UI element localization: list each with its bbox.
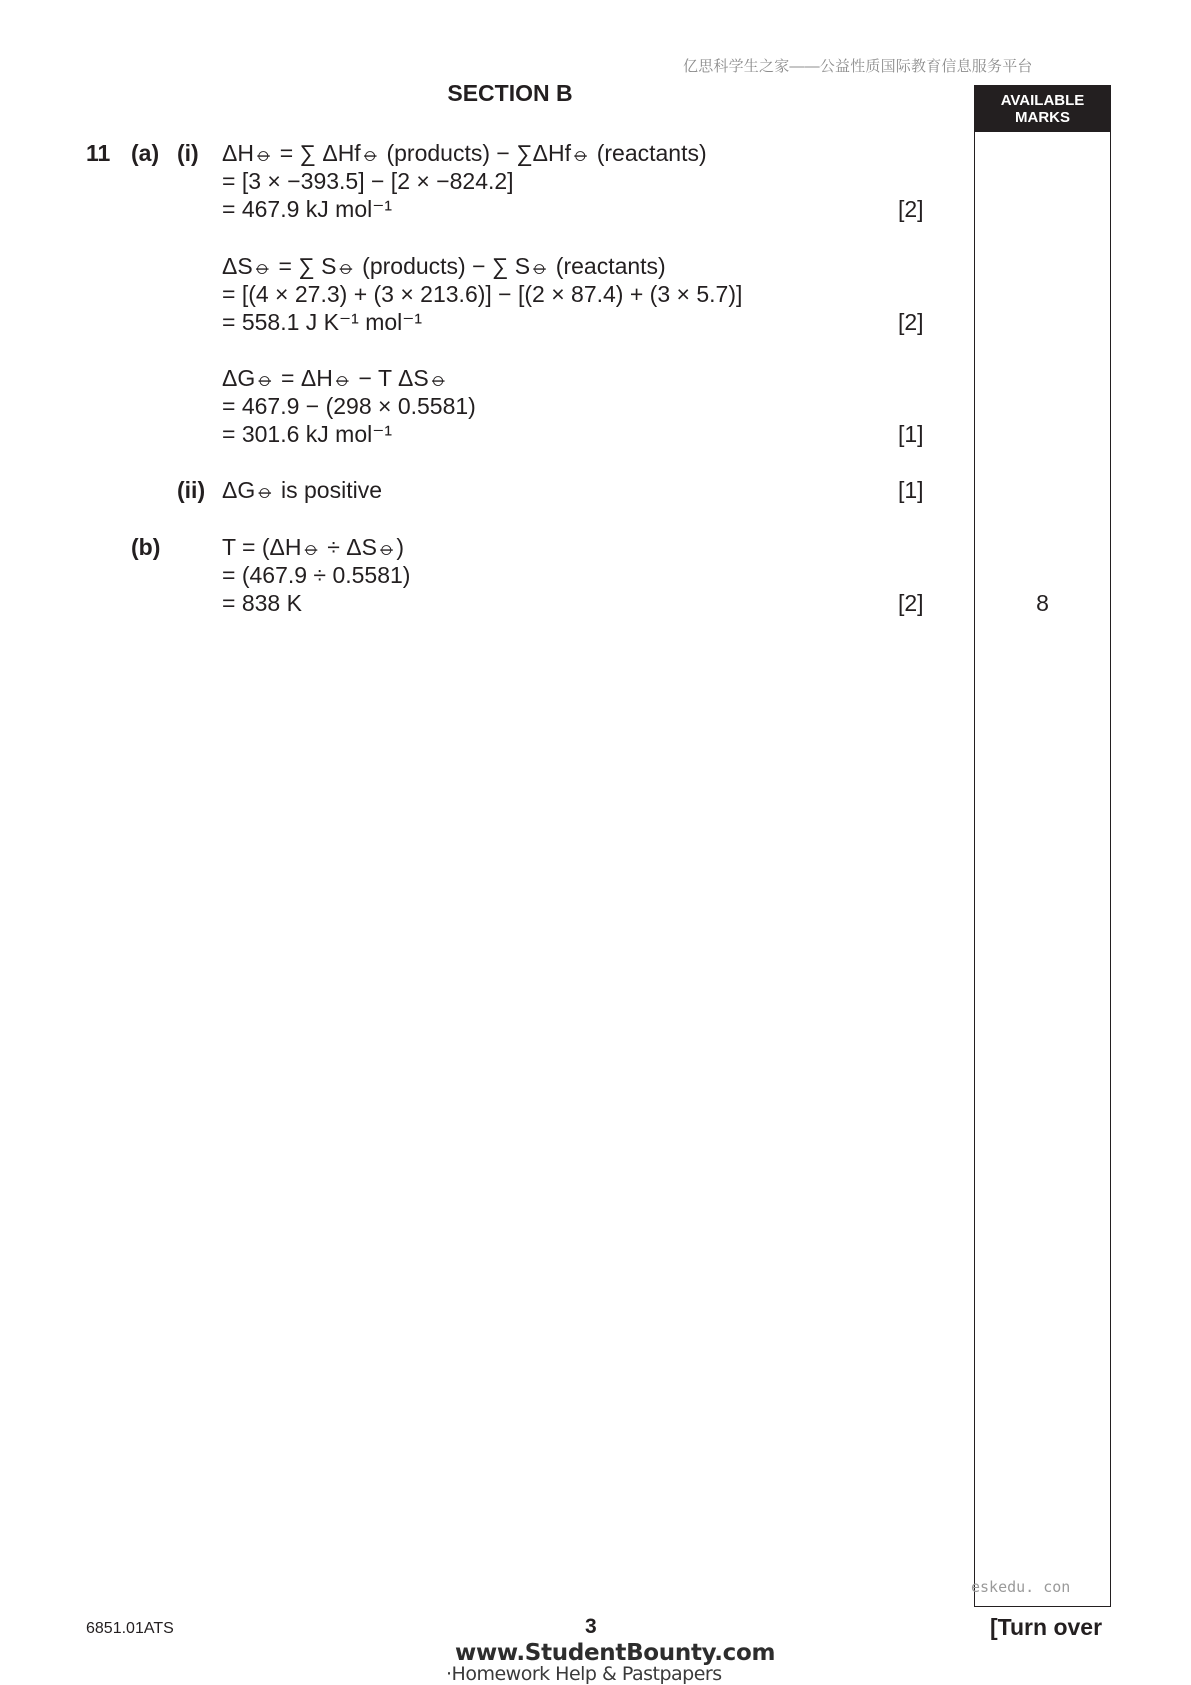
temperature-substitution: = (467.9 ÷ 0.5581) [222,562,411,588]
temperature-equation: T = (ΔH⦵ ÷ ΔS⦵) [222,534,404,560]
available-marks-label: AVAILABLE MARKS [1000,92,1085,126]
available-marks-column [974,85,1111,1607]
studentbounty-link[interactable]: www.StudentBounty.com [455,1640,776,1666]
part-b-mark: [2] [898,590,924,616]
entropy-mark: [2] [898,309,924,335]
platform-header-text: 亿思科学生之家——公益性质国际教育信息服务平台 [683,58,1033,75]
part-a-label: (a) [131,140,160,166]
part-ii-mark: [1] [898,477,924,503]
turn-over-label: [Turn over [990,1614,1103,1640]
enthalpy-equation: ΔH⦵ = ∑ ΔHf⦵ (products) − ∑ΔHf⦵ (reactants) [222,140,707,166]
enthalpy-mark: [2] [898,196,924,222]
page-number: 3 [585,1615,597,1638]
sub-ii-label: (ii) [177,477,206,503]
gibbs-result: = 301.6 kJ mol⁻¹ [222,421,393,447]
studentbounty-tagline: ·Homework Help & Pastpapers [446,1663,722,1685]
gibbs-mark: [1] [898,421,924,447]
paper-code: 6851.01ATS [86,1620,174,1637]
available-marks-header [975,86,1110,132]
question-number: 11 [86,140,111,166]
eskedu-watermark: eskedu. con [971,1578,1071,1596]
enthalpy-substitution: = [3 × −393.5] − [2 × −824.2] [222,168,514,194]
enthalpy-result: = 467.9 kJ mol⁻¹ [222,196,393,222]
entropy-substitution: = [(4 × 27.3) + (3 × 213.6)] − [(2 × 87.4) + (3 × 5.7)] [222,281,743,307]
gibbs-substitution: = 467.9 − (298 × 0.5581) [222,393,476,419]
temperature-result: = 838 K [222,590,302,616]
gibbs-equation: ΔG⦵ = ΔH⦵ − T ΔS⦵ [222,365,449,391]
part-ii-answer: ΔG⦵ is positive [222,477,382,503]
part-b-label: (b) [131,534,161,560]
section-title: SECTION B [447,80,573,106]
available-marks-total: 8 [1036,590,1049,616]
entropy-result: = 558.1 J K⁻¹ mol⁻¹ [222,309,423,335]
sub-i-label: (i) [177,140,199,166]
entropy-equation: ΔS⦵ = ∑ S⦵ (products) − ∑ S⦵ (reactants) [222,253,666,279]
